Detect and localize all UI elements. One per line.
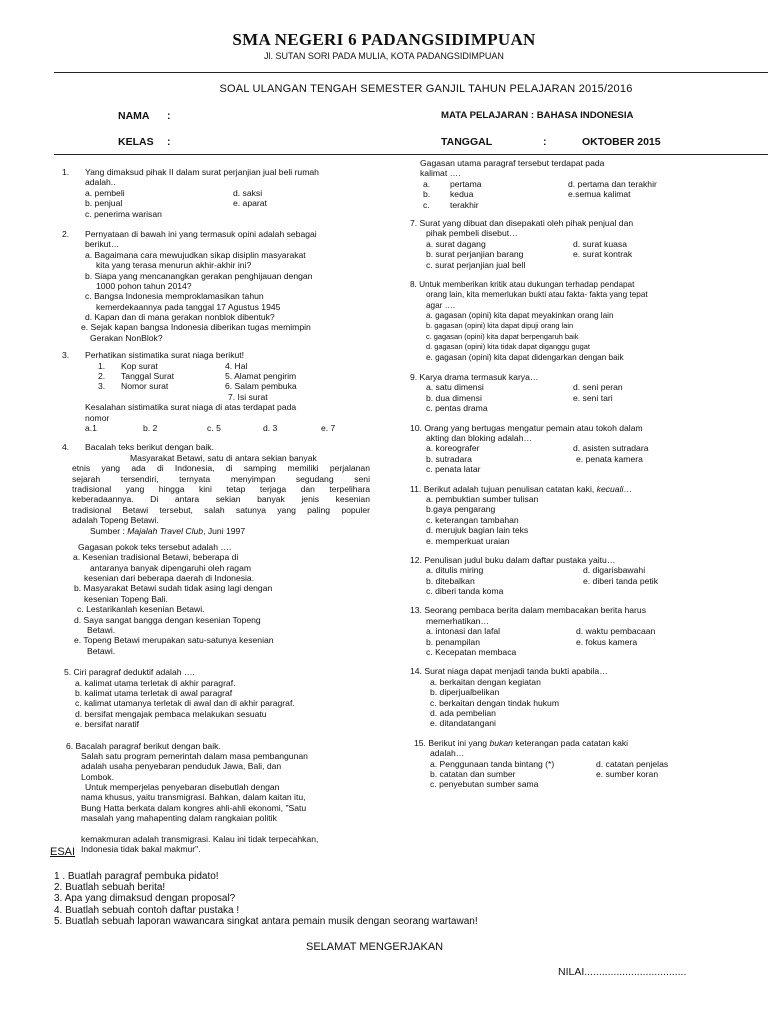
esai-item: 5. Buatlah sebuah laporan wawancara singkat antara pemain musik dengan seorang wartawan! — [54, 915, 478, 927]
passage-line: Salah satu program pemerintah dalam masa pembangunan — [81, 750, 308, 761]
passage-line: adalah usaha penyebaran penduduk Jawa, Bali, dan — [81, 761, 282, 772]
question-stem — [410, 484, 632, 494]
list-item: 5. Alamat pengirim — [225, 371, 297, 382]
passage-line: tradisional yang hingga kini tetap terjaga dan terpelihara — [72, 483, 370, 494]
question-stem: Kesalahan sistimatika surat niaga di atas terdapat pada — [85, 402, 297, 413]
option: d. gagasan (opini) kita tidak dapat diganggu gugat — [426, 342, 590, 352]
left-column — [60, 167, 392, 855]
option: d. saksi — [233, 187, 263, 198]
question-stem: orang lain, kita memerlukan bukti atau fakta- fakta yang tepat — [426, 290, 648, 300]
question-stem: adalah… — [430, 748, 465, 759]
passage-line: sejarah tersendiri, ternyata menyimpan segudang seni — [72, 473, 370, 484]
question-stem: agar …. — [426, 300, 456, 310]
nama-label: NAMA — [118, 110, 150, 122]
passage-line: Lombok. — [81, 771, 114, 782]
option: e. sumber koran — [596, 768, 659, 779]
list-item: 4. Hal — [225, 360, 248, 371]
passage-source — [90, 526, 245, 536]
option: e. diberi tanda petik — [583, 575, 659, 586]
option: b. surat perjanjian barang — [426, 249, 524, 260]
question-6 — [60, 741, 392, 855]
option: a. surat dagang — [426, 238, 486, 249]
question-stem: memerhatikan… — [426, 615, 490, 626]
question-14 — [410, 666, 762, 728]
option: e. penata kamera — [576, 453, 643, 464]
passage-line: masalah yang mahapenting dalam rangkaian politik — [81, 813, 277, 824]
option: c. penyebutan sumber sama — [430, 779, 539, 790]
option: kemerdekaannya pada tanggal 17 Agustus 1945 — [96, 301, 281, 312]
question-stem: 13. Seorang pembaca berita dalam membacakan berita harus — [410, 605, 646, 616]
stem-text: keterangan pada catatan kaki — [512, 737, 629, 748]
option: b. penampilan — [426, 636, 480, 647]
option: d. Kapan dan di mana gerakan nonblok dibentuk? — [85, 312, 275, 323]
tanggal-label: TANGGAL — [441, 136, 493, 148]
question-9 — [410, 372, 762, 414]
question-stem: 12. Penulisan judul buku dalam daftar pustaka yaitu… — [410, 554, 616, 565]
question-stem: 9. Karya drama termasuk karya… — [410, 372, 539, 383]
question-5 — [60, 667, 392, 729]
question-stem: Gagasan pokok teks tersebut adalah …. — [78, 541, 232, 552]
school-address: Jl. SUTAN SORI PADA MULIA, KOTA PADANGSIDIMPUAN — [264, 51, 504, 61]
list-number: 3. — [98, 381, 106, 392]
option: b. kalimat utama terletak di awal paragraf — [75, 687, 233, 698]
option: d. waktu pembacaan — [576, 626, 656, 637]
closing-text: SELAMAT MENGERJAKAN — [306, 941, 444, 953]
option: a.1 — [85, 422, 97, 433]
option: b. penjual — [85, 198, 123, 209]
question-3 — [60, 350, 392, 433]
question-number: 4. — [62, 442, 70, 453]
esai-item: 1 . Buatlah paragraf pembuka pidato! — [54, 871, 219, 882]
tanggal-colon: : — [543, 136, 547, 148]
option: d. Saya sangat bangga dengan kesenian Topeng — [74, 614, 261, 625]
esai-item: 3. Apa yang dimaksud dengan proposal? — [54, 893, 236, 905]
option: kedua — [450, 189, 474, 200]
option-letter: c. — [423, 199, 430, 210]
list-item: Kop surat — [121, 360, 158, 371]
option: c. Bangsa Indonesia memproklamasikan tahun — [85, 291, 264, 302]
question-12 — [410, 555, 762, 597]
option: b. dua dimensi — [426, 392, 482, 403]
stem-text: 11. Berikut adalah tujuan penulisan catatan kaki, — [410, 483, 597, 494]
option: e. gagasan (opini) kita dapat didengarkan dengan baik — [426, 352, 624, 362]
passage-line: Bung Hatta berkata dalam kongres ahli-ahli ekonomi, "Satu — [81, 802, 307, 813]
option: a. Bagaimana cara mewujudkan sikap disiplin masyarakat — [85, 249, 306, 260]
passage-line: etnis yang ada di Indonesia, di samping memiliki perjalanan — [72, 463, 370, 474]
option: d. pertama dan terakhir — [568, 178, 657, 189]
question-stem: Yang dimaksud pihak II dalam surat perjanjian jual beli rumah — [85, 167, 319, 177]
question-stem: 5. Ciri paragraf deduktif adalah …. — [64, 667, 195, 678]
option: kesenian dari beberapa daerah di Indonesia. — [84, 573, 255, 584]
header-divider — [54, 72, 768, 73]
nama-colon: : — [167, 110, 171, 122]
option: a. Penggunaan tanda bintang (*) — [430, 758, 555, 769]
question-number: 2. — [62, 228, 70, 239]
question-stem — [414, 738, 628, 748]
list-item: 7. Isi surat — [228, 391, 268, 402]
header-divider-bottom — [54, 154, 768, 155]
passage-line: Untuk memperjelas penyebaran disebutlah dengan — [85, 782, 280, 793]
option: a. koreografer — [426, 443, 480, 454]
score-field: NILAI................................... — [558, 966, 687, 978]
option: a. Kesenian tradisional Betawi, beberapa di — [73, 552, 239, 563]
option: e. ditandatangani — [430, 718, 496, 729]
school-name: SMA NEGERI 6 PADANGSIDIMPUAN — [232, 30, 536, 49]
option: d. catatan penjelas — [596, 758, 669, 769]
list-item: 6. Salam pembuka — [225, 381, 297, 392]
list-item: Nomor surat — [121, 381, 169, 392]
option: a. satu dimensi — [426, 382, 484, 393]
question-2 — [60, 229, 392, 343]
option: c. penerima warisan — [85, 208, 162, 219]
question-stem: 14. Surat niaga dapat menjadi tanda bukti apabila… — [410, 666, 608, 677]
option: b. gagasan (opini) kita dapat dipuji orang lain — [426, 321, 574, 331]
question-stem: Pernyataan di bawah ini yang termasuk opini adalah sebagai — [85, 228, 317, 239]
option: e. seni tari — [573, 392, 613, 403]
question-8 — [410, 280, 762, 363]
option: d. digarisbawahi — [583, 565, 646, 576]
option: c. penata latar — [426, 464, 481, 475]
question-stem: nomor — [85, 412, 110, 423]
esai-title: ESAI — [50, 846, 76, 858]
question-stem: 10. Orang yang bertugas mengatur pemain atau tokoh dalam — [410, 422, 643, 433]
question-stem: 6. Bacalah paragraf berikut dengan baik. — [66, 740, 221, 751]
option: b. catatan dan sumber — [430, 768, 516, 779]
option: d. ada pembelian — [430, 707, 496, 718]
subject: MATA PELAJARAN : BAHASA INDONESIA — [441, 110, 634, 121]
option: e. surat kontrak — [573, 249, 633, 260]
option: antaranya banyak dipengaruhi oleh ragam — [90, 562, 252, 573]
option: 1000 pohon tahun 2014? — [96, 280, 192, 291]
question-stem: Bacalah teks berikut dengan baik. — [85, 442, 214, 453]
question-stem: akting dan bloking adalah… — [426, 432, 533, 443]
question-stem: 7. Surat yang dibuat dan disepakati oleh pihak penjual dan — [410, 217, 634, 228]
option: c. diberi tanda koma — [426, 586, 504, 597]
question-stem: berikut… — [85, 239, 120, 250]
option: d. seni peran — [573, 382, 623, 393]
passage-line: Masyarakat Betawi, satu di antara sekian banyak — [130, 452, 317, 463]
stem-emphasis: bukan — [489, 737, 513, 748]
option: d. merujuk bagian lain teks — [426, 525, 529, 536]
passage-line: keberadaannya. Di antara sekian banyak jenis kesenian — [72, 494, 370, 505]
option: kesenian Topeng Bali. — [84, 593, 168, 604]
option: c. keterangan tambahan — [426, 514, 519, 525]
option: c. Lestarikanlah kesenian Betawi. — [77, 604, 205, 615]
option: e. memperkuat uraian — [426, 535, 510, 546]
stem-text: 15. Berikut ini yang — [414, 737, 490, 748]
question-stem: kalimat …. — [420, 168, 461, 179]
option: e. Sejak kapan bangsa Indonesia diberikan tugas memimpin — [81, 322, 311, 333]
option: e. bersifat naratif — [75, 719, 140, 730]
question-stem: pihak pembeli disebut… — [426, 228, 518, 239]
stem-emphasis: kecuali — [596, 483, 624, 494]
option: Gerakan NonBlok? — [90, 332, 163, 343]
option: e. fokus kamera — [576, 636, 638, 647]
option: pertama — [450, 178, 482, 189]
right-column — [410, 158, 762, 790]
option: a. kalimat utama terletak di akhir paragraf. — [75, 677, 236, 688]
question-stem: 8. Untuk memberikan kritik atau dukungan terhadap pendapat — [410, 279, 635, 289]
option: e.semua kalimat — [568, 189, 631, 200]
option: b.gaya pengarang — [426, 504, 496, 515]
option: e. Topeng Betawi merupakan satu-satunya kesenian — [74, 635, 274, 646]
kelas-colon: : — [167, 136, 171, 148]
question-1 — [60, 167, 392, 219]
passage-line: kemakmuran adalah transmigrasi. Kalau ini tidak terpecahkan, — [81, 834, 319, 845]
question-number: 1. — [62, 167, 70, 177]
list-number: 1. — [98, 360, 106, 371]
option-letter: b. — [423, 189, 431, 200]
option: c. pentas drama — [426, 403, 488, 414]
source-suffix: , Juni 1997 — [203, 525, 246, 536]
option: c. 5 — [207, 422, 221, 433]
option: a. pembuktian sumber tulisan — [426, 493, 539, 504]
option: b. sutradara — [426, 453, 472, 464]
question-stem: adalah.. — [85, 177, 116, 188]
question-7 — [410, 218, 762, 270]
tanggal-value: OKTOBER 2015 — [582, 136, 661, 148]
question-stem: Perhatikan sistimatika surat niaga berikut! — [85, 350, 245, 361]
exam-title: SOAL ULANGAN TENGAH SEMESTER GANJIL TAHUN PELAJARAN 2015/2016 — [219, 83, 633, 95]
question-13 — [410, 605, 762, 657]
option: c. kalimat utamanya terletak di awal dan di akhir paragraf. — [75, 698, 295, 709]
question-4 — [60, 442, 392, 656]
passage-line: adalah Topeng Betawi. — [72, 515, 159, 526]
list-number: 2. — [98, 371, 106, 382]
passage-line: nama khusus, yaitu transmigrasi. Bahkan, dalam kaitan itu, — [81, 792, 306, 803]
option: terakhir — [450, 199, 479, 210]
option: c. berkaitan dengan tindak hukum — [430, 697, 559, 708]
option: b. 2 — [143, 422, 158, 433]
option: b. ditebalkan — [426, 575, 475, 586]
option: a. ditulis miring — [426, 565, 484, 576]
question-10 — [410, 423, 762, 475]
option: Betawi. — [87, 625, 116, 636]
option: e. aparat — [233, 198, 267, 209]
option-letter: a. — [423, 178, 431, 189]
question-stem: Gagasan utama paragraf tersebut terdapat pada — [420, 158, 605, 168]
option: d. 3 — [263, 422, 278, 433]
option: b. diperjualbelikan — [430, 687, 500, 698]
option: d. surat kuasa — [573, 238, 627, 249]
question-15 — [410, 738, 762, 790]
option: a. berkaitan dengan kegiatan — [430, 676, 541, 687]
esai-list — [54, 871, 478, 927]
passage-line: tradisional Betawi tersebut, salah satunya yang paling populer — [72, 504, 370, 515]
esai-item: 2. Buatlah sebuah berita! — [54, 882, 166, 894]
stem-text: … — [623, 483, 633, 494]
source-prefix: Sumber : — [90, 525, 128, 536]
question-11 — [410, 484, 762, 546]
option: d. bersifat mengajak pembaca melakukan sesuatu — [75, 708, 267, 719]
option: b. Masyarakat Betawi sudah tidak asing lagi dengan — [74, 583, 273, 594]
option: b. Siapa yang mencanangkan gerakan penghijauan dengan — [85, 270, 313, 281]
option: c. Kecepatan membaca — [426, 647, 517, 658]
source-title: Majalah Travel Club — [127, 525, 204, 536]
option: kita yang terasa menurun akhir-akhir ini? — [96, 260, 252, 271]
option: Betawi. — [87, 645, 116, 656]
option: a. gagasan (opini) kita dapat meyakinkan orang lain — [426, 311, 614, 321]
passage-line: Indonesia tidak bakal makmur". — [81, 844, 201, 855]
option: d. asisten sutradara — [573, 443, 649, 454]
option: e. 7 — [321, 422, 336, 433]
option: c. gagasan (opini) kita dapat berpengaruh baik — [426, 331, 579, 341]
question-number: 3. — [62, 350, 70, 361]
kelas-label: KELAS — [118, 136, 154, 148]
option: a. intonasi dan lafal — [426, 626, 501, 637]
option: a. pembeli — [85, 187, 125, 198]
esai-item: 4. Buatlah sebuah contoh daftar pustaka ! — [54, 904, 240, 916]
question-6-continued — [410, 158, 762, 210]
option: c. surat perjanjian jual bell — [426, 259, 526, 270]
list-item: Tanggal Surat — [121, 371, 175, 382]
